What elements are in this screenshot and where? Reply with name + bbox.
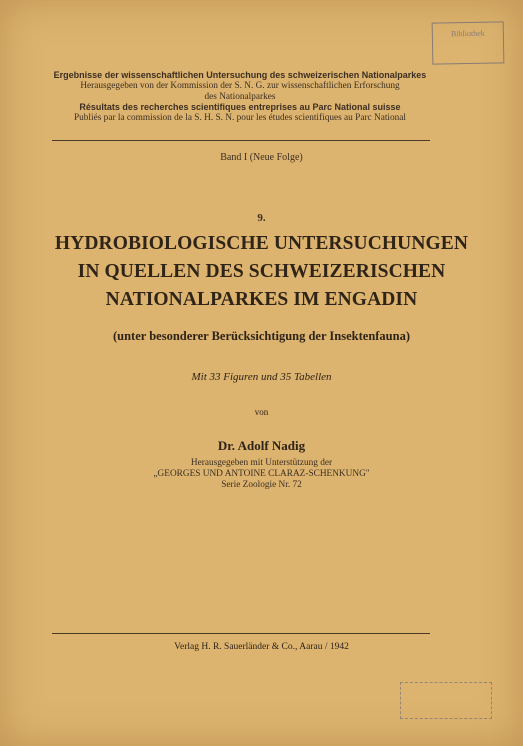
- issue-number: 9.: [257, 212, 266, 224]
- series-title-fr: Résultats des recherches scientifiques entreprises au Parc National suisse: [79, 102, 401, 113]
- footer-divider: [52, 633, 430, 634]
- main-title: [0, 230, 523, 314]
- author-name: Dr. Adolf Nadig: [217, 438, 306, 453]
- publisher-line: Verlag H. R. Sauerländer & Co., Aarau / 1942: [174, 642, 349, 652]
- series-header: [50, 70, 430, 124]
- series-title-de: Ergebnisse der wissenschaftlichen Untersuchung des schweizerischen Nationalparkes: [53, 70, 427, 80]
- title-line-1: HYDROBIOLOGISCHE UNTERSUCHUNGEN: [54, 233, 469, 254]
- support-line-2: „GEORGES UND ANTOINE CLARAZ-SCHENKUNG": [153, 469, 370, 479]
- support-line-1: Herausgegeben mit Unterstützung der: [190, 458, 333, 468]
- library-stamp-text: Bibliothek: [450, 28, 485, 39]
- support-note: [0, 458, 523, 491]
- title-line-3: NATIONALPARKES IM ENGADIN: [105, 289, 418, 310]
- subtitle: (unter besonderer Berücksichtigung der Insektenfauna): [112, 329, 410, 343]
- by-label: von: [254, 407, 269, 417]
- series-editor-de-cont: des Nationalparkes: [204, 91, 276, 102]
- faint-stamp-box: [400, 682, 492, 719]
- figures-note: Mit 33 Figuren und 35 Tabellen: [191, 371, 332, 383]
- series-editor-fr: Publiés par la commission de la S. H. S. N. pour les études scientifiques au Parc National: [73, 113, 407, 124]
- support-line-3: Serie Zoologie Nr. 72: [221, 480, 302, 490]
- library-stamp: [432, 21, 505, 64]
- volume-label: Band I (Neue Folge): [220, 152, 303, 163]
- series-editor-de: Herausgegeben von der Kommission der S. N. G. zur wissenschaftlichen Erforschung: [80, 80, 400, 91]
- title-line-2: IN QUELLEN DES SCHWEIZERISCHEN: [77, 261, 446, 282]
- header-divider: [52, 140, 430, 141]
